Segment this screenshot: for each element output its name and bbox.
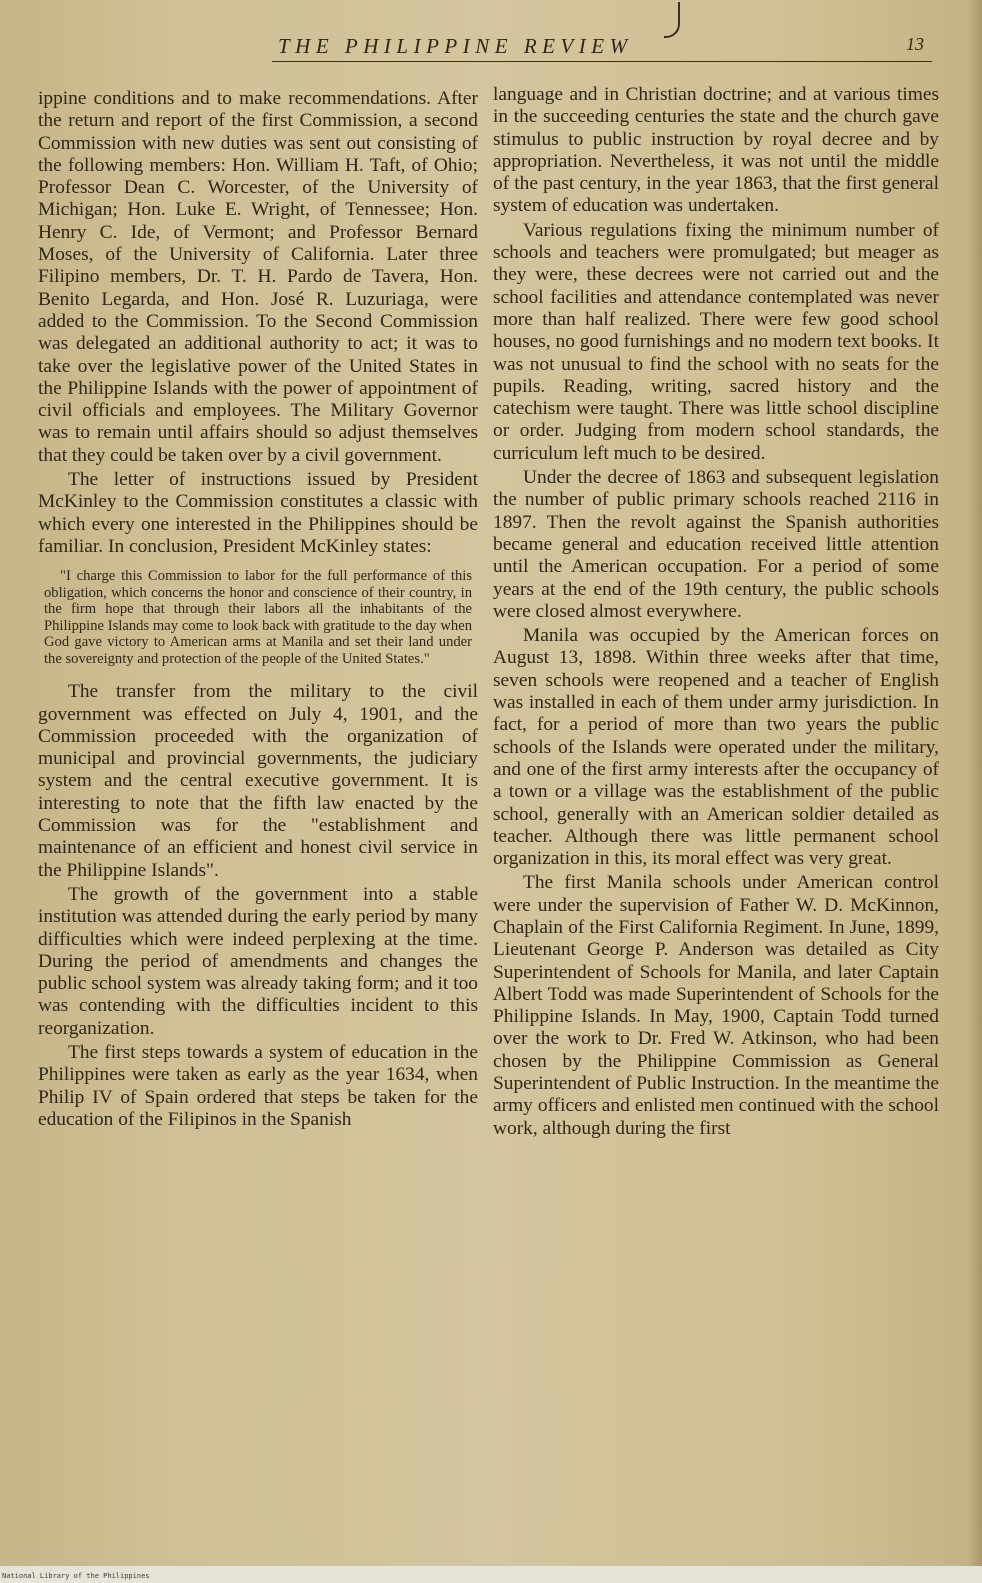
paragraph: ippine conditions and to make recommendations. After the return and report of the first Commission, a second Commission with new duties was sent out consisting of the following members: Hon. William H. Taft, of Ohio; Professor Dean C. Worcester, of the University of Michigan; Hon. Luke E. Wright, of Tennessee; Hon. Henry C. Ide, of Vermont; and Professor Bernard Moses, of the University of California. Later three Filipino members, Dr. T. H. Pardo de Tavera, Hon. Benito Legarda, and Hon. José R. Luzuriaga, were added to the Commission. To the Second Commission was delegated an additional authority to act; it was to take over the legislative power of the United States in the Philippine Islands with the power of appointment of civil officials and employees. The Military Governor was to remain until affairs should so adjust themselves that they could be taken over by a civil government.	[38, 88, 478, 466]
page-edge-shadow	[968, 0, 982, 1566]
paragraph: The first Manila schools under American control were under the supervision of Father W. D. McKinnon, Chaplain of the First California Regiment. In June, 1899, Lieutenant George P. Anderson was detailed as City Superintendent of Schools for Manila, and later Captain Albert Todd was made Superintendent of Schools for the Philippine Islands. In May, 1900, Captain Todd turned over the work to Dr. Fred W. Atkinson, who had been chosen by the Philippine Commission as General Superintendent of Public Instruction. In the meantime the army officers and enlisted men continued with the school work, although during the first	[493, 872, 939, 1139]
paragraph: The letter of instructions issued by President McKinley to the Commission constitutes a classic with which every one interested in the Philippines should be familiar. In conclusion, President McKinley states:	[38, 469, 478, 557]
paragraph: Various regulations fixing the minimum number of schools and teachers were promulgated; but meager as they were, these decrees were not carried out and the school facilities and attendance contemplated was never more than half realized. There were few good school houses, no good furnishings and no modern text books. It was not unusual to find the school with no seats for the pupils. Reading, writing, sacred history and the catechism were taught. There was little school discipline or order. Judging from modern school standards, the curriculum left much to be desired.	[493, 219, 939, 464]
running-header	[272, 34, 932, 64]
paragraph: The growth of the government into a stable institution was attended during the early period by many difficulties which were indeed perplexing at the time. During the period of amendments and changes the public school system was already taking form; and it too was contending with the difficulties incident to this reorganization.	[38, 883, 478, 1039]
right-column	[493, 84, 939, 1140]
paragraph: Manila was occupied by the American forces on August 13, 1898. Within three weeks after that time, seven schools were reopened and a teacher of English was installed in each of them under army jurisdiction. In fact, for a period of more than two years the public schools of the Islands were operated under the military, and one of the first army interests after the occupancy of a town or a village was the establishment of the public school, generally with an American soldier detailed as teacher. Although there was little permanent school organization in this, its moral effect was very great.	[493, 625, 939, 870]
paragraph: The transfer from the military to the civil government was effected on July 4, 1901, and the Commission proceeded with the organization of municipal and provincial governments, the judiciary system and the central executive government. It is interesting to note that the fifth law enacted by the Commission was for the "establishment and maintenance of an efficient and honest civil service in the Philippine Islands".	[38, 681, 478, 881]
left-column	[38, 88, 478, 1131]
journal-title: THE PHILIPPINE REVIEW	[278, 34, 633, 58]
paragraph: The first steps towards a system of education in the Philippines were taken as early as the year 1634, when Philip IV of Spain ordered that steps be taken for the education of the Filipinos in the Spanish	[38, 1041, 478, 1130]
block-quote: "I charge this Commission to labor for the full performance of this obligation, which concerns the honor and conscience of their country, in the firm hope that through their labors all the inhabitants of the Philippine Islands may come to look back with gratitude to the day when God gave victory to American arms at Manila and set their land under the sovereignty and protection of the people of the United States."	[44, 568, 472, 667]
header-rule	[272, 61, 932, 62]
library-credit: National Library of the Philippines	[2, 1572, 150, 1580]
page-number: 13	[906, 34, 924, 54]
paragraph: Under the decree of 1863 and subsequent legislation the number of public primary schools reached 2116 in 1897. Then the revolt against the Spanish authorities became general and education received little attention until the American occupation. For a period of some years at the end of the 19th century, the public schools were closed almost everywhere.	[493, 467, 939, 622]
paragraph: language and in Christian doctrine; and at various times in the succeeding centuries the state and the church gave stimulus to public instruction by royal decree and by appropriation. Nevertheless, it was not until the middle of the past century, in the year 1863, that the first general system of education was undertaken.	[493, 84, 939, 217]
ink-mark	[664, 2, 680, 38]
